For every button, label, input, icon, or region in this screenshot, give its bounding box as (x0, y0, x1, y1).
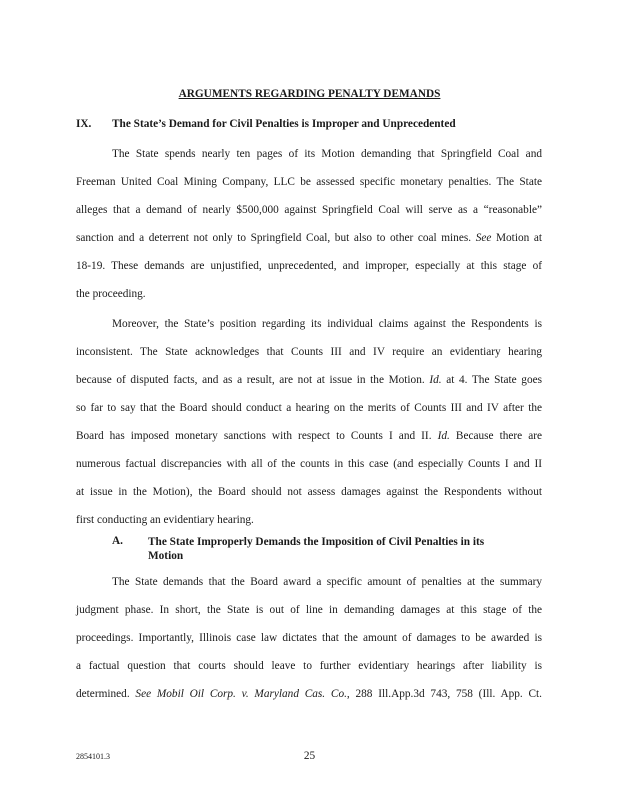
case-citation: See Mobil Oil Corp. v. Maryland Cas. Co. (135, 688, 347, 700)
paragraph-line: so far to say that the Board should conduct a hearing on the merits of Counts III and IV after the (76, 402, 542, 414)
text-run: Because there are (455, 430, 543, 442)
text-run: sanction and a deterrent not only to Springfield Coal, but also to other coal mines. (76, 232, 472, 244)
paragraph-line: judgment phase. In short, the State is out of line in demanding damages at this stage of the (76, 604, 542, 616)
paragraph-line: proceedings. Importantly, Illinois case law dictates that the amount of damages to be awarded is (76, 632, 542, 644)
subsection-letter: A. (112, 535, 123, 547)
paragraph-line: The State spends nearly ten pages of its Motion demanding that Springfield Coal and (112, 148, 542, 160)
paragraph-line (76, 430, 542, 442)
text-run: , 288 Ill.App.3d 743, 758 (Ill. App. Ct. (346, 688, 543, 700)
citation-signal: Id. (429, 374, 442, 386)
section-number: IX. (76, 118, 92, 130)
subsection-title-line: Motion (148, 550, 184, 562)
paragraph-line: at issue in the Motion), the Board should not assess damages against the Respondents without (76, 486, 542, 498)
citation-signal: See (475, 232, 492, 244)
section-heading: ARGUMENTS REGARDING PENALTY DEMANDS (178, 88, 441, 100)
paragraph-line (76, 688, 542, 700)
text-run: at 4. The State goes (446, 374, 543, 386)
document-id: 2854101.3 (76, 752, 110, 761)
page-number: 25 (303, 750, 316, 762)
paragraph-line: inconsistent. The State acknowledges that Counts III and IV require an evidentiary hearing (76, 346, 542, 358)
paragraph-line: first conducting an evidentiary hearing. (76, 514, 254, 526)
paragraph-line: Moreover, the State’s position regarding its individual claims against the Respondents is (112, 318, 542, 330)
paragraph-line: the proceeding. (76, 288, 146, 300)
subsection-title-line: The State Improperly Demands the Imposition of Civil Penalties in its (148, 536, 485, 548)
paragraph-line: a factual question that courts should leave to further evidentiary hearings after liability is (76, 660, 542, 672)
paragraph-line: 18-19. These demands are unjustified, unprecedented, and improper, especially at this stage of (76, 260, 542, 272)
paragraph-line: alleges that a demand of nearly $500,000 against Springfield Coal will serve as a “reasonable” (76, 204, 542, 216)
paragraph-line (76, 232, 542, 244)
paragraph-line: The State demands that the Board award a specific amount of penalties at the summary (112, 576, 542, 588)
text-run: Motion at (495, 232, 543, 244)
citation-signal: Id. (437, 430, 450, 442)
text-run: Board has imposed monetary sanctions with respect to Counts I and II. (76, 430, 432, 442)
paragraph-line: numerous factual discrepancies with all of the counts in this case (and especially Counts I and II (76, 458, 542, 470)
text-run: because of disputed facts, and as a result, are not at issue in the Motion. (76, 374, 425, 386)
paragraph-line: Freeman United Coal Mining Company, LLC be assessed specific monetary penalties. The State (76, 176, 542, 188)
section-title: The State’s Demand for Civil Penalties is Improper and Unprecedented (112, 118, 456, 130)
paragraph-line (76, 374, 542, 386)
text-run: determined. (76, 688, 130, 700)
subsection-title (148, 535, 528, 563)
